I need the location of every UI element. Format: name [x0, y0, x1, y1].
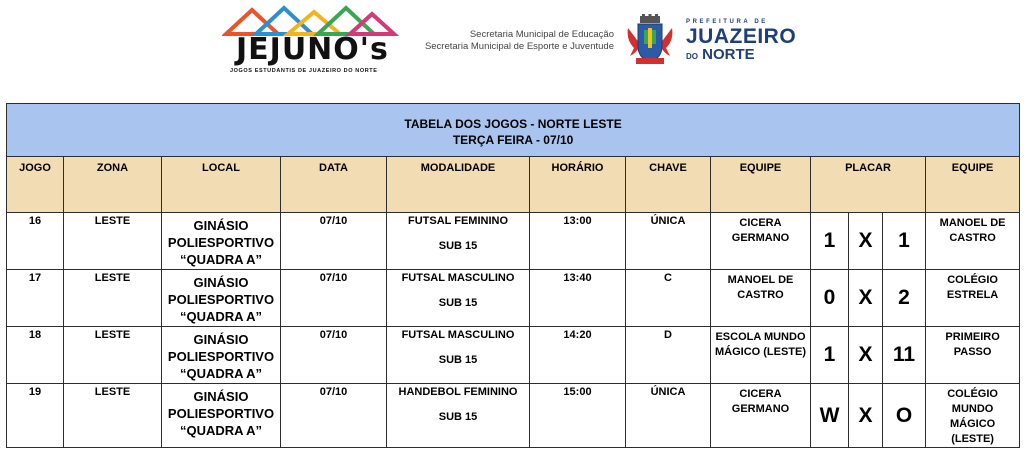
local-line-3: “QUADRA A” — [179, 309, 263, 324]
table-title: TABELA DOS JOGOS - NORTE LESTE — [404, 117, 622, 131]
table-header-row — [7, 157, 1020, 213]
cell-horario: 14:20 — [530, 327, 626, 384]
cell-score-separator: X — [849, 384, 883, 448]
cell-equipe-1: MANOEL DE CASTRO — [711, 270, 811, 327]
local-line-2: POLIESPORTIVO — [167, 406, 275, 421]
prefeitura-norte: NORTE — [702, 46, 755, 63]
modalidade-name: HANDEBOL FEMININO — [398, 386, 518, 398]
cell-zona: LESTE — [64, 270, 162, 327]
table-row — [7, 384, 1020, 448]
modalidade-categoria: SUB 15 — [438, 297, 478, 309]
table-row — [7, 213, 1020, 270]
cell-chave: D — [626, 327, 711, 384]
table-row — [7, 270, 1020, 327]
secretarias-text — [424, 29, 614, 53]
page-header — [0, 0, 1024, 100]
cell-score-separator: X — [849, 327, 883, 384]
prefeitura-logo — [686, 18, 796, 62]
cell-score-2: O — [883, 384, 926, 448]
modalidade-name: FUTSAL MASCULINO — [401, 329, 515, 341]
cell-equipe-1: ESCOLA MUNDO MÁGICO (LESTE) — [711, 327, 811, 384]
modalidade-name: FUTSAL MASCULINO — [401, 272, 515, 284]
col-header-horario: HORÁRIO — [530, 157, 626, 213]
modalidade-categoria: SUB 15 — [438, 354, 478, 366]
col-header-equipe-1: EQUIPE — [711, 157, 811, 213]
modalidade-name: FUTSAL FEMININO — [407, 215, 508, 227]
prefeitura-city-line-1: JUAZEIRO — [686, 25, 797, 48]
cell-data: 07/10 — [281, 213, 387, 270]
cell-zona: LESTE — [64, 384, 162, 448]
cell-data: 07/10 — [281, 327, 387, 384]
cell-data: 07/10 — [281, 270, 387, 327]
local-line-1: GINÁSIO — [193, 332, 249, 347]
cell-score-1: W — [811, 384, 849, 448]
prefeitura-city-line-2 — [686, 47, 796, 64]
cell-score-2: 11 — [883, 327, 926, 384]
cell-chave: ÚNICA — [626, 213, 711, 270]
modalidade-categoria: SUB 15 — [438, 411, 478, 423]
secretaria-esporte: Secretaria Municipal de Esporte e Juventude — [424, 41, 614, 52]
cell-score-2: 2 — [883, 270, 926, 327]
games-table — [6, 103, 1020, 448]
cell-modalidade — [387, 384, 530, 448]
local-line-1: GINÁSIO — [193, 389, 249, 404]
cell-equipe-2: COLÉGIO ESTRELA — [926, 270, 1020, 327]
col-header-modalidade: MODALIDADE — [387, 157, 530, 213]
cell-score-separator: X — [849, 213, 883, 270]
cell-local — [162, 384, 281, 448]
col-header-data: DATA — [281, 157, 387, 213]
local-line-2: POLIESPORTIVO — [167, 235, 275, 250]
cell-score-2: 1 — [883, 213, 926, 270]
cell-horario: 13:40 — [530, 270, 626, 327]
cell-modalidade — [387, 213, 530, 270]
cell-jogo: 16 — [7, 213, 64, 270]
col-header-jogo: JOGO — [7, 157, 64, 213]
col-header-placar: PLACAR — [811, 157, 926, 213]
cell-chave: C — [626, 270, 711, 327]
cell-modalidade — [387, 270, 530, 327]
cell-chave: ÚNICA — [626, 384, 711, 448]
cell-equipe-2: COLÉGIO MUNDO MÁGICO (LESTE) — [926, 384, 1020, 448]
local-line-3: “QUADRA A” — [179, 366, 263, 381]
local-line-2: POLIESPORTIVO — [167, 292, 275, 307]
cell-equipe-1: CICERA GERMANO — [711, 384, 811, 448]
cell-equipe-1: CICERA GERMANO — [711, 213, 811, 270]
local-line-2: POLIESPORTIVO — [167, 349, 275, 364]
local-line-3: “QUADRA A” — [179, 252, 263, 267]
prefeitura-do: DO — [686, 52, 698, 61]
logo-subtitle: JOGOS ESTUDANTIS DE JUAZEIRO DO NORTE — [230, 68, 378, 74]
logo-text: JEJUNO's — [236, 32, 389, 67]
table-title-cell — [7, 104, 1020, 157]
local-line-3: “QUADRA A” — [179, 423, 263, 438]
cell-jogo: 19 — [7, 384, 64, 448]
modalidade-categoria: SUB 15 — [438, 240, 478, 252]
cell-jogo: 18 — [7, 327, 64, 384]
local-line-1: GINÁSIO — [193, 218, 249, 233]
cell-data: 07/10 — [281, 384, 387, 448]
cell-local — [162, 213, 281, 270]
cell-equipe-2: PRIMEIRO PASSO — [926, 327, 1020, 384]
cell-zona: LESTE — [64, 327, 162, 384]
cell-modalidade — [387, 327, 530, 384]
cell-horario: 13:00 — [530, 213, 626, 270]
cell-score-1: 1 — [811, 213, 849, 270]
prefeitura-label: PREFEITURA DE — [686, 19, 768, 25]
col-header-zona: ZONA — [64, 157, 162, 213]
cell-jogo: 17 — [7, 270, 64, 327]
col-header-equipe-2: EQUIPE — [926, 157, 1020, 213]
cell-score-1: 0 — [811, 270, 849, 327]
city-crest-icon — [624, 14, 676, 66]
cell-equipe-2: MANOEL DE CASTRO — [926, 213, 1020, 270]
cell-zona: LESTE — [64, 213, 162, 270]
cell-local — [162, 270, 281, 327]
jejunos-logo — [222, 4, 400, 78]
table-subtitle: TERÇA FEIRA - 07/10 — [452, 133, 574, 147]
secretaria-educacao: Secretaria Municipal de Educação — [469, 29, 614, 40]
table-row — [7, 327, 1020, 384]
cell-score-separator: X — [849, 270, 883, 327]
cell-score-1: 1 — [811, 327, 849, 384]
cell-local — [162, 327, 281, 384]
local-line-1: GINÁSIO — [193, 275, 249, 290]
col-header-local: LOCAL — [162, 157, 281, 213]
cell-horario: 15:00 — [530, 384, 626, 448]
col-header-chave: CHAVE — [626, 157, 711, 213]
